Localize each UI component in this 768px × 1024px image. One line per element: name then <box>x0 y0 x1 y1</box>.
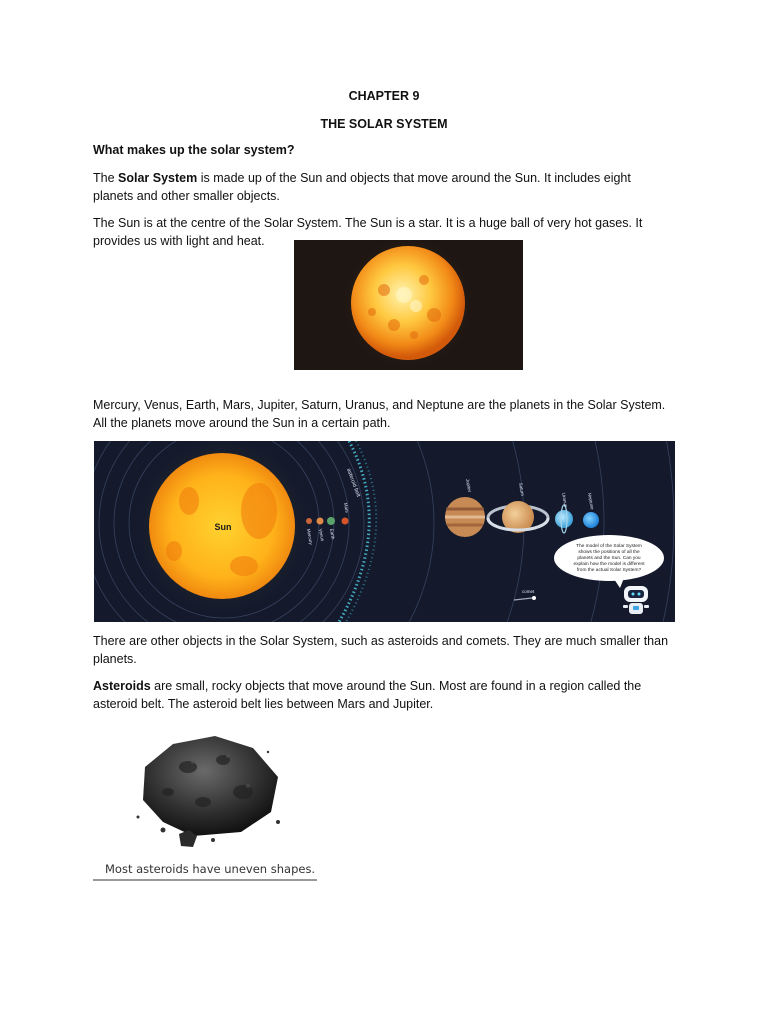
p1-after: is made up of the Sun and objects that move around the Sun. It includes eight planets and other smaller objects. <box>93 171 631 203</box>
earth-planet <box>327 517 335 525</box>
mercury-planet <box>306 518 312 524</box>
earth-label: Earth <box>329 528 336 540</box>
speech-line-2: shows the positions of all the <box>578 550 640 555</box>
speech-line-4: explain how the model is different <box>573 562 645 567</box>
speech-line-3: planets and the Sun. Can you <box>577 556 641 561</box>
sun-label: Sun <box>214 522 232 532</box>
asteroid-icon <box>143 736 278 836</box>
neptune-label: Neptune <box>587 492 595 510</box>
paragraph-asteroids <box>93 677 673 713</box>
venus-label: Venus <box>318 528 326 542</box>
asteroid-belt-label: asteroid belt <box>345 467 362 498</box>
caption-underline <box>93 879 317 881</box>
asteroid-figure <box>93 722 319 884</box>
uranus-planet <box>555 510 573 528</box>
term-solar-system: Solar System <box>118 171 198 185</box>
mars-label: Mars <box>343 502 350 514</box>
chapter-label: CHAPTER 9 <box>348 89 420 103</box>
term-asteroids: Asteroids <box>93 679 151 693</box>
asteroid-caption: Most asteroids have uneven shapes. <box>105 862 316 876</box>
paragraph-planets: Mercury, Venus, Earth, Mars, Jupiter, Saturn, Uranus, and Neptune are the planets in the Solar System. All the planets move around the Sun in a certain path. <box>93 398 666 430</box>
page-title: THE SOLAR SYSTEM <box>320 117 448 131</box>
solar-system-diagram <box>94 441 675 622</box>
neptune-planet <box>583 512 599 528</box>
robot-mascot-icon <box>623 586 649 614</box>
p5-after: are small, rocky objects that move around the Sun. Most are found in a region called the asteroid belt. The asteroid belt lies between Mars and Jupiter. <box>93 679 642 711</box>
section-heading: What makes up the solar system? <box>93 143 295 157</box>
p1-before: The <box>93 171 119 185</box>
jupiter-label: Jupiter <box>465 478 473 493</box>
mars-planet <box>342 518 349 525</box>
paragraph-sun: The Sun is at the centre of the Solar System. The Sun is a star. It is a huge ball of very hot gases. It provides us with light and heat. <box>93 216 643 248</box>
speech-line-5: from the actual Solar System? <box>576 568 642 573</box>
saturn-label: Saturn <box>518 482 526 497</box>
paragraph-solar-system <box>93 169 673 205</box>
comet-label: comet <box>522 589 535 594</box>
sun-photo <box>294 240 523 370</box>
paragraph-other-objects: There are other objects in the Solar System, such as asteroids and comets. They are much smaller than planets. <box>93 634 669 666</box>
venus-planet <box>317 518 324 525</box>
uranus-label: Uranus <box>561 492 569 508</box>
mercury-label: Mercury <box>306 528 314 546</box>
speech-line-1: The model of the Solar System <box>576 544 642 549</box>
